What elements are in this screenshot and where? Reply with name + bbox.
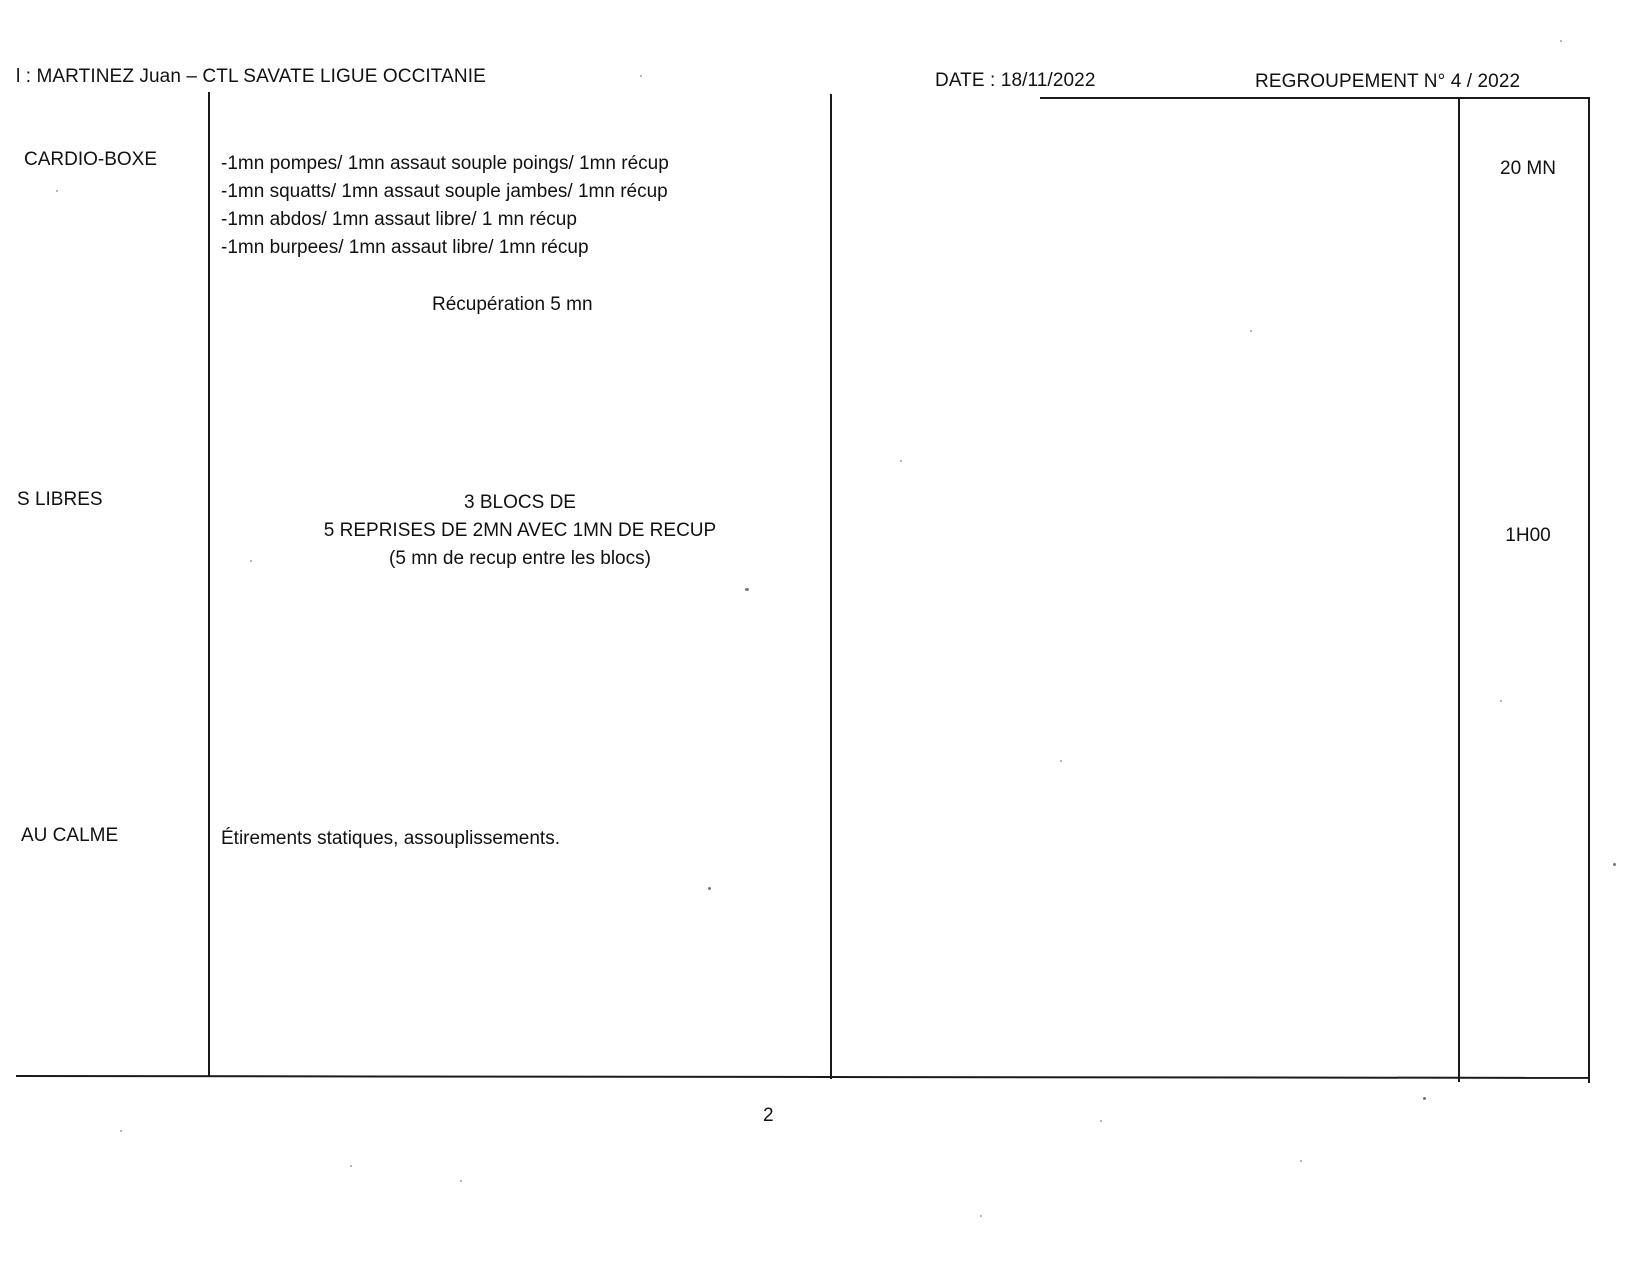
row-note-recuperation: Récupération 5 mn — [432, 294, 593, 315]
table-top-border — [1040, 97, 1590, 99]
row-content-cardio-boxe — [221, 150, 669, 262]
content-line: (5 mn de recup entre les blocs) — [389, 548, 651, 569]
header-author: l : MARTINEZ Juan – CTL SAVATE LIGUE OCCITANIE — [16, 66, 486, 87]
row-content-libres — [313, 489, 727, 573]
row-duration-cardio-boxe: 20 MN — [1500, 158, 1556, 179]
row-content-au-calme — [221, 825, 560, 853]
row-label-libres: S LIBRES — [17, 489, 103, 510]
table-bottom-border — [16, 1075, 1590, 1078]
content-line: -1mn burpees/ 1mn assaut libre/ 1mn récup — [221, 237, 589, 258]
content-line: 5 REPRISES DE 2MN AVEC 1MN DE RECUP — [323, 520, 717, 541]
content-line: -1mn abdos/ 1mn assaut libre/ 1 mn récup — [221, 209, 577, 230]
row-duration-libres: 1H00 — [1505, 525, 1551, 546]
content-line: 3 BLOCS DE — [464, 492, 576, 513]
column-divider-1 — [208, 92, 210, 1077]
content-line: -1mn squatts/ 1mn assaut souple jambes/ 1mn récup — [221, 181, 668, 202]
row-label-au-calme: AU CALME — [21, 825, 119, 846]
table-right-border — [1588, 97, 1590, 1083]
content-line: Étirements statiques, assouplissements. — [221, 828, 560, 849]
header-regroupement: REGROUPEMENT N° 4 / 2022 — [1255, 71, 1521, 92]
row-label-cardio-boxe: CARDIO-BOXE — [24, 149, 158, 170]
column-divider-2 — [830, 94, 832, 1079]
page-number: 2 — [763, 1105, 774, 1126]
header-date: DATE : 18/11/2022 — [935, 70, 1096, 91]
column-divider-3 — [1458, 97, 1460, 1082]
content-line: -1mn pompes/ 1mn assaut souple poings/ 1mn récup — [221, 153, 669, 174]
